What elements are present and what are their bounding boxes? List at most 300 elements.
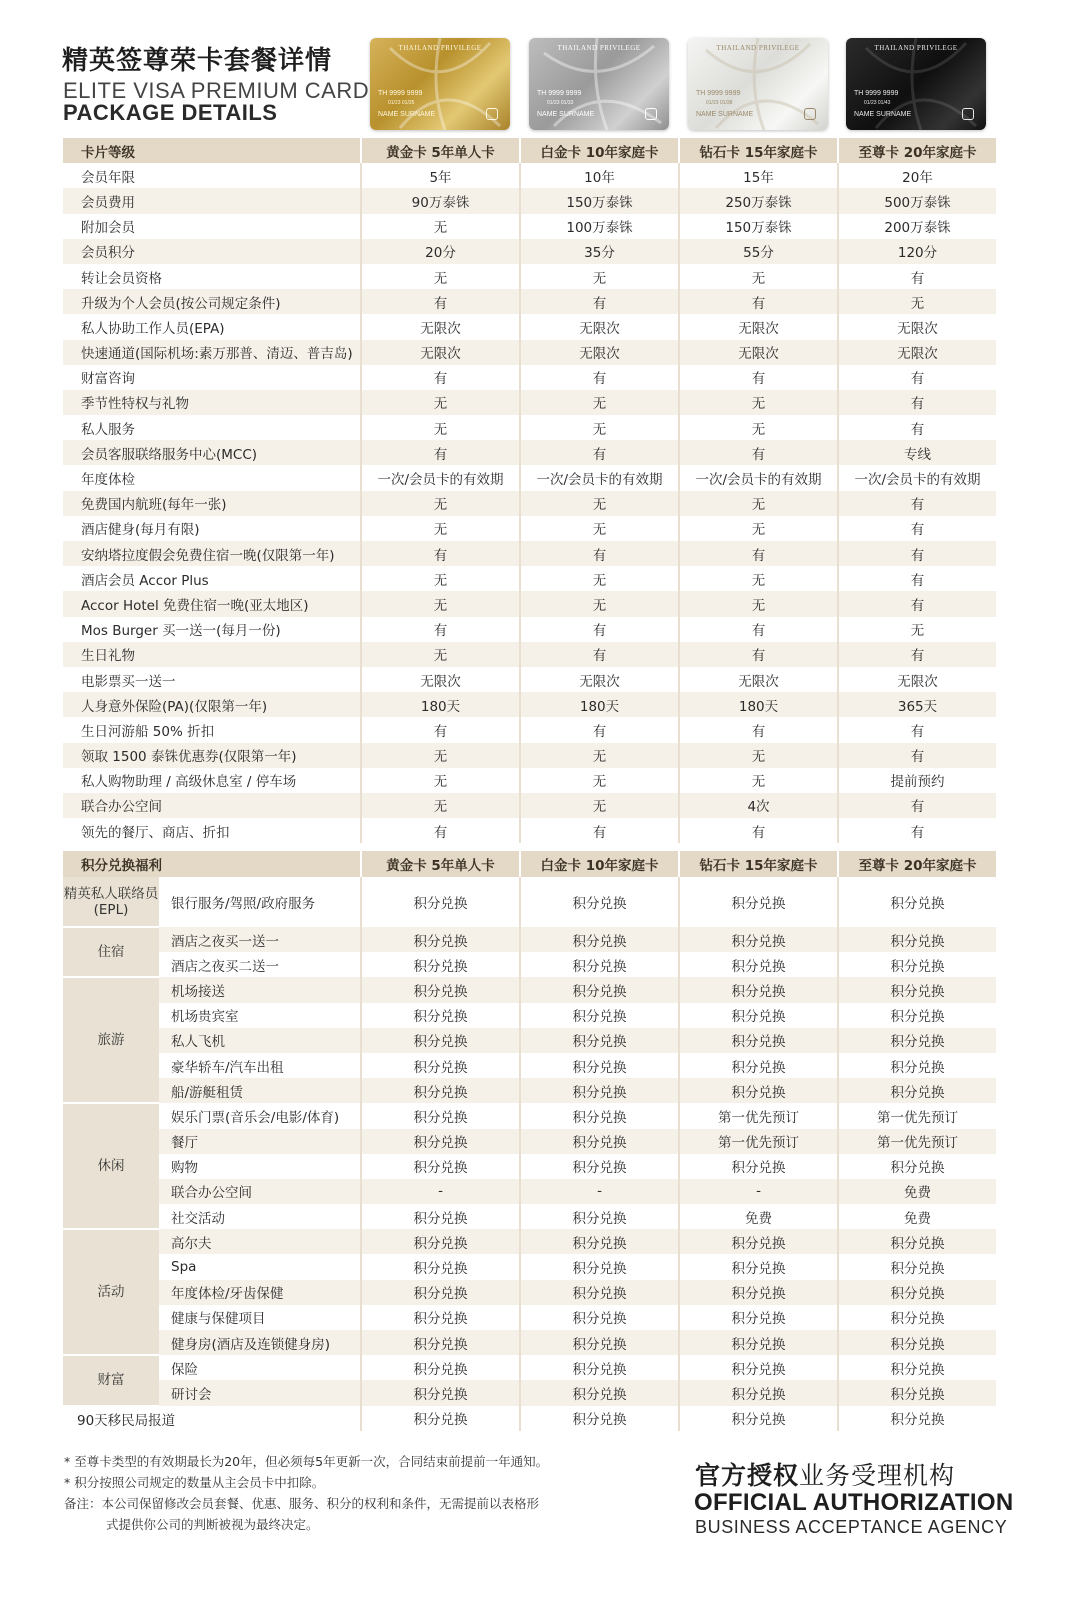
table-cell: 有 — [679, 440, 838, 465]
table-row — [63, 340, 996, 365]
row-label: 会员年限 — [81, 169, 135, 186]
table-cell: 无 — [520, 264, 679, 289]
column-header-points-benefits: 积分兑换福利 — [63, 851, 361, 877]
row-label: 领取 1500 泰铢优惠券(仅限第一年) — [63, 743, 361, 768]
card-dates: 01/23 01/38 — [706, 100, 733, 106]
item-label: 90天移民局报道 — [77, 1412, 176, 1429]
item-label: Spa — [171, 1259, 197, 1276]
table-cell: 有 — [361, 440, 520, 465]
table-cell: 积分兑换 — [361, 1355, 520, 1380]
table-cell: 积分兑换 — [361, 1003, 520, 1028]
table-cell: 积分兑换 — [838, 977, 996, 1002]
table-cell: 积分兑换 — [520, 952, 679, 977]
table-cell: 200万泰铢 — [838, 214, 996, 239]
table-cell: 无限次 — [838, 340, 996, 365]
table-row — [63, 1028, 996, 1053]
table-cell: 180天 — [520, 692, 679, 717]
platinum-card-image — [529, 38, 669, 130]
table-cell: 有 — [679, 818, 838, 843]
column-header-card-3: 钻石卡 15年家庭卡 — [679, 138, 838, 163]
table-row — [63, 591, 996, 616]
table-cell: 积分兑换 — [838, 1028, 996, 1053]
table-cell: 有 — [838, 743, 996, 768]
group-label: 精英私人联络员(EPL) — [63, 877, 159, 927]
authorization-subtitle-en: BUSINESS ACCEPTANCE AGENCY — [695, 1517, 1008, 1537]
table-cell: 积分兑换 — [361, 1254, 520, 1279]
table-cell: 积分兑换 — [520, 1355, 679, 1380]
row-label: 财富咨询 — [81, 371, 135, 388]
table-cell: 积分兑换 — [361, 1406, 520, 1431]
table-cell: - — [361, 1179, 520, 1204]
table-row — [63, 214, 996, 239]
item-label: 联合办公空间 — [159, 1179, 361, 1204]
table-cell: 10年 — [520, 163, 679, 188]
item-label: 保险 — [171, 1361, 198, 1378]
table-cell: 积分兑换 — [679, 952, 838, 977]
column-header-card-2: 白金卡 10年家庭卡 — [520, 851, 679, 877]
table-cell: 5年 — [361, 163, 520, 188]
table-row — [63, 1280, 996, 1305]
row-label: 生日礼物 — [63, 642, 361, 667]
table-cell: 积分兑换 — [838, 1078, 996, 1103]
table-cell: 有 — [520, 365, 679, 390]
card-dates: 01/23 01/43 — [864, 100, 891, 106]
table-cell: 第一优先预订 — [838, 1103, 996, 1128]
table-row — [63, 415, 996, 440]
table-cell: 积分兑换 — [838, 1406, 996, 1431]
table-cell: 积分兑换 — [838, 1229, 996, 1254]
column-header-card-3: 钻石卡 15年家庭卡 — [679, 851, 838, 877]
table-cell: 积分兑换 — [838, 1305, 996, 1330]
table-cell: 积分兑换 — [838, 1380, 996, 1405]
card-holder: NAME SURNAME — [537, 111, 595, 118]
item-label: 购物 — [171, 1160, 198, 1177]
table-cell: 100万泰铢 — [520, 214, 679, 239]
table-cell: 90万泰铢 — [361, 188, 520, 213]
item-label: 健身房(酒店及连锁健身房) — [159, 1330, 361, 1355]
table-cell: 无限次 — [361, 340, 520, 365]
table-cell: - — [520, 1179, 679, 1204]
table-cell: 积分兑换 — [679, 1154, 838, 1179]
table-cell: 一次/会员卡的有效期 — [679, 465, 838, 490]
table-cell: 有 — [838, 365, 996, 390]
item-label: 酒店之夜买一送一 — [159, 927, 361, 952]
authorization-title-bold: 官方授权 — [695, 1461, 800, 1490]
table-cell: 无 — [361, 264, 520, 289]
table-cell: 积分兑换 — [520, 1154, 679, 1179]
item-label: 健康与保健项目 — [171, 1311, 266, 1328]
group-label: 旅游 — [63, 977, 159, 1103]
row-label: 联合办公空间 — [63, 793, 361, 818]
table-cell: 有 — [838, 390, 996, 415]
card-dates: 01/23 01/25 — [388, 100, 415, 106]
item-label: 银行服务/驾照/政府服务 — [171, 896, 316, 912]
remark-line: 备注：本公司保留修改会员套餐、优惠、服务、积分的权利和条件，无需提前以表格形 — [64, 1496, 540, 1511]
table-row — [63, 491, 996, 516]
table-cell: 积分兑换 — [679, 977, 838, 1002]
table-cell: 第一优先预订 — [679, 1103, 838, 1128]
table-cell: 无限次 — [679, 667, 838, 692]
table-cell: 积分兑换 — [520, 1103, 679, 1128]
table-cell: 无限次 — [520, 314, 679, 339]
table-cell: 积分兑换 — [520, 1280, 679, 1305]
table-cell: 无 — [679, 516, 838, 541]
benefits-table — [63, 138, 996, 843]
table-cell: 120分 — [838, 239, 996, 264]
table-cell: 无 — [361, 768, 520, 793]
table-cell: 积分兑换 — [361, 1380, 520, 1405]
footnotes — [64, 1451, 548, 1535]
row-label: 会员客服联络服务中心(MCC) — [63, 440, 361, 465]
table-cell: 有 — [520, 818, 679, 843]
table-cell: 积分兑换 — [520, 927, 679, 952]
table-row — [63, 440, 996, 465]
group-label: 财富 — [63, 1355, 159, 1405]
table-cell: 有 — [679, 289, 838, 314]
table-cell: 无 — [361, 793, 520, 818]
supreme-card-image — [846, 38, 986, 130]
card-number: TH 9999 9999 — [537, 90, 582, 97]
table-cell: 有 — [679, 617, 838, 642]
card-chip-icon — [645, 108, 657, 120]
table-cell: 积分兑换 — [679, 1028, 838, 1053]
table-row — [63, 1229, 996, 1254]
table-row — [63, 1254, 996, 1279]
table-row — [63, 1154, 996, 1179]
table-cell: 积分兑换 — [361, 1103, 520, 1128]
table-cell: 有 — [838, 717, 996, 742]
table-row — [63, 1129, 996, 1154]
authorization-title-en: OFFICIAL AUTHORIZATION — [694, 1489, 1014, 1516]
table-cell: 积分兑换 — [679, 1330, 838, 1355]
table-cell: 积分兑换 — [679, 927, 838, 952]
table-cell: 有 — [838, 818, 996, 843]
table-cell: 有 — [679, 642, 838, 667]
table-cell: 积分兑换 — [679, 1053, 838, 1078]
table-row — [63, 768, 996, 793]
table-cell: 积分兑换 — [838, 877, 996, 927]
table-row — [63, 239, 996, 264]
table-cell: 积分兑换 — [679, 1305, 838, 1330]
table-cell: 积分兑换 — [838, 1254, 996, 1279]
table-cell: 无 — [361, 214, 520, 239]
item-label: 机场贵宾室 — [171, 1009, 239, 1026]
table-cell: 积分兑换 — [361, 952, 520, 977]
table-cell: 积分兑换 — [520, 977, 679, 1002]
table-cell: 积分兑换 — [361, 877, 520, 927]
table-cell: 无 — [679, 264, 838, 289]
table-row — [63, 667, 996, 692]
table-cell: 有 — [520, 717, 679, 742]
table-cell: 有 — [361, 365, 520, 390]
card-brand: THAILAND PRIVILEGE — [716, 44, 800, 52]
page-title-en-line1: ELITE VISA PREMIUM CARD — [63, 78, 370, 103]
table-cell: 有 — [838, 591, 996, 616]
table-cell: 积分兑换 — [838, 1154, 996, 1179]
table-cell: 无 — [520, 566, 679, 591]
table-cell: 积分兑换 — [520, 1305, 679, 1330]
diamond-card-image — [688, 38, 828, 130]
table-cell: 20年 — [838, 163, 996, 188]
authorization-title-rest: 业务受理机构 — [799, 1461, 956, 1490]
row-label: 生日河游船 50% 折扣 — [81, 723, 215, 740]
column-header-card-2: 白金卡 10年家庭卡 — [520, 138, 679, 163]
table-cell: 积分兑换 — [679, 1003, 838, 1028]
table-cell: 无 — [361, 491, 520, 516]
table-cell: 积分兑换 — [520, 1380, 679, 1405]
item-label: 高尔夫 — [159, 1229, 361, 1254]
table-row — [63, 1103, 996, 1128]
card-holder: NAME SURNAME — [378, 111, 436, 118]
row-label: 升级为个人会员(按公司规定条件) — [63, 289, 361, 314]
row-label: 酒店会员 Accor Plus — [81, 572, 209, 589]
table-cell: 积分兑换 — [361, 1028, 520, 1053]
row-label: 附加会员 — [81, 220, 135, 237]
table-cell: 积分兑换 — [520, 877, 679, 927]
table-cell: 365天 — [838, 692, 996, 717]
card-chip-icon — [962, 108, 974, 120]
table-row — [63, 1355, 996, 1380]
table-cell: 积分兑换 — [838, 1355, 996, 1380]
table-cell: 免费 — [838, 1179, 996, 1204]
row-label: 免费国内航班(每年一张) — [63, 491, 361, 516]
table-cell: 无 — [361, 642, 520, 667]
table-row — [63, 1305, 996, 1330]
table-cell: 250万泰铢 — [679, 188, 838, 213]
table-row — [63, 692, 996, 717]
table-cell: 有 — [520, 642, 679, 667]
table-row — [63, 1380, 996, 1405]
row-label: 会员费用 — [63, 188, 361, 213]
table-cell: 无限次 — [361, 667, 520, 692]
table-cell: 有 — [679, 365, 838, 390]
table-cell: - — [679, 1179, 838, 1204]
table-cell: 积分兑换 — [520, 1028, 679, 1053]
table-row — [63, 717, 996, 742]
points-table-header — [63, 851, 996, 877]
footnote-validity: * 至尊卡类型的有效期最长为20年，但必须每5年更新一次，合同结束前提前一年通知。 — [64, 1454, 549, 1469]
table-cell: 有 — [361, 818, 520, 843]
table-cell: 有 — [838, 642, 996, 667]
table-cell: 积分兑换 — [520, 1078, 679, 1103]
card-holder: NAME SURNAME — [854, 111, 912, 118]
points-table — [63, 851, 996, 1431]
table-row — [63, 642, 996, 667]
table-cell: 第一优先预订 — [838, 1129, 996, 1154]
table-cell: 无 — [361, 566, 520, 591]
table-cell: 积分兑换 — [838, 1003, 996, 1028]
table-cell: 20分 — [361, 239, 520, 264]
row-label: 年度体检 — [81, 472, 135, 489]
card-brand: THAILAND PRIVILEGE — [398, 44, 482, 52]
table-cell: 无 — [679, 415, 838, 440]
table-row — [63, 163, 996, 188]
table-cell: 一次/会员卡的有效期 — [361, 465, 520, 490]
table-row — [63, 365, 996, 390]
table-cell: 积分兑换 — [520, 1003, 679, 1028]
table-row — [63, 952, 996, 977]
card-chip-icon — [804, 108, 816, 120]
row-label: 转让会员资格 — [81, 270, 162, 287]
table-cell: 15年 — [679, 163, 838, 188]
table-cell: 积分兑换 — [361, 1229, 520, 1254]
table-row — [63, 1179, 996, 1204]
card-number: TH 9999 9999 — [378, 90, 423, 97]
table-cell: 无限次 — [520, 667, 679, 692]
column-header-card-4: 至尊卡 20年家庭卡 — [838, 851, 996, 877]
table-cell: 无限次 — [520, 340, 679, 365]
table-cell: 500万泰铢 — [838, 188, 996, 213]
table-cell: 无 — [361, 743, 520, 768]
item-label: 娱乐门票(音乐会/电影/体育) — [171, 1109, 340, 1126]
row-label: 私人协助工作人员(EPA) — [81, 320, 225, 337]
table-row — [63, 1078, 996, 1103]
table-cell: 无 — [520, 768, 679, 793]
table-cell: 无 — [520, 743, 679, 768]
table-cell: 无 — [361, 415, 520, 440]
table-cell: 积分兑换 — [361, 1280, 520, 1305]
remark-line-continued: 式提供你公司的判断被视为最终决定。 — [106, 1517, 319, 1532]
table-cell: 有 — [679, 541, 838, 566]
column-header-card-4: 至尊卡 20年家庭卡 — [838, 138, 996, 163]
table-cell: 无限次 — [679, 340, 838, 365]
table-cell: 积分兑换 — [838, 1053, 996, 1078]
table-cell: 积分兑换 — [838, 1280, 996, 1305]
table-cell: 有 — [520, 617, 679, 642]
row-label: 季节性特权与礼物 — [63, 390, 361, 415]
card-chip-icon — [486, 108, 498, 120]
table-cell: 无 — [520, 415, 679, 440]
table-cell: 4次 — [679, 793, 838, 818]
table-row — [63, 314, 996, 339]
table-cell: 有 — [361, 541, 520, 566]
table-row — [63, 541, 996, 566]
column-header-card-1: 黄金卡 5年单人卡 — [361, 138, 520, 163]
table-cell: 积分兑换 — [520, 1053, 679, 1078]
table-cell: 无限次 — [679, 314, 838, 339]
table-row — [63, 877, 996, 927]
table-cell: 无 — [520, 516, 679, 541]
table-cell: 无 — [679, 591, 838, 616]
table-cell: 无限次 — [361, 314, 520, 339]
table-cell: 有 — [838, 264, 996, 289]
table-row — [63, 1330, 996, 1355]
group-label: 住宿 — [63, 927, 159, 977]
table-cell: 一次/会员卡的有效期 — [520, 465, 679, 490]
column-header-card-level: 卡片等级 — [63, 138, 361, 163]
card-number: TH 9999 9999 — [696, 90, 741, 97]
table-cell: 有 — [838, 793, 996, 818]
table-row — [63, 390, 996, 415]
table-cell: 积分兑换 — [361, 1154, 520, 1179]
row-label: 人身意外保险(PA)(仅限第一年) — [63, 692, 361, 717]
table-cell: 有 — [520, 440, 679, 465]
table-cell: 无 — [520, 491, 679, 516]
table-row — [63, 793, 996, 818]
table-cell: 无 — [361, 390, 520, 415]
table-cell: 无限次 — [838, 667, 996, 692]
table-cell: 180天 — [361, 692, 520, 717]
table-cell: 积分兑换 — [838, 927, 996, 952]
table-row — [63, 188, 996, 213]
table-cell: 积分兑换 — [679, 1254, 838, 1279]
group-label: 休闲 — [63, 1103, 159, 1229]
table-cell: 专线 — [838, 440, 996, 465]
table-cell: 积分兑换 — [679, 1078, 838, 1103]
table-cell: 积分兑换 — [361, 1305, 520, 1330]
table-cell: 积分兑换 — [679, 1229, 838, 1254]
item-label: 船/游艇租赁 — [159, 1078, 361, 1103]
row-label: Accor Hotel 免费住宿一晚(亚太地区) — [63, 591, 361, 616]
table-cell: 有 — [361, 717, 520, 742]
table-cell: 55分 — [679, 239, 838, 264]
card-brand: THAILAND PRIVILEGE — [557, 44, 641, 52]
item-label: 私人飞机 — [159, 1028, 361, 1053]
row-label: 私人购物助理 / 高级休息室 / 停车场 — [81, 774, 297, 791]
table-cell: 积分兑换 — [679, 1406, 838, 1431]
table-cell: 无 — [679, 768, 838, 793]
row-label: 安纳塔拉度假会免费住宿一晚(仅限第一年) — [63, 541, 361, 566]
table-cell: 积分兑换 — [361, 1129, 520, 1154]
table-cell: 积分兑换 — [679, 1280, 838, 1305]
row-label: 私人服务 — [81, 421, 135, 438]
card-dates: 01/23 01/33 — [547, 100, 574, 106]
table-cell: 积分兑换 — [520, 1204, 679, 1229]
table-cell: 150万泰铢 — [520, 188, 679, 213]
table-row — [63, 927, 996, 952]
table-cell: 无 — [679, 743, 838, 768]
item-label: 餐厅 — [159, 1129, 361, 1154]
table-row — [63, 289, 996, 314]
table-cell: 积分兑换 — [361, 1053, 520, 1078]
row-label: 快速通道(国际机场:素万那普、清迈、普吉岛) — [63, 340, 361, 365]
table-cell: 免费 — [838, 1204, 996, 1229]
table-cell: 有 — [520, 289, 679, 314]
column-header-card-1: 黄金卡 5年单人卡 — [361, 851, 520, 877]
table-cell: 第一优先预订 — [679, 1129, 838, 1154]
table-cell: 积分兑换 — [520, 1254, 679, 1279]
table-cell: 积分兑换 — [520, 1406, 679, 1431]
row-label: Mos Burger 买一送一(每月一份) — [81, 623, 281, 640]
table-row — [63, 1406, 996, 1431]
table-cell: 积分兑换 — [679, 1355, 838, 1380]
table-cell: 无 — [679, 491, 838, 516]
table-cell: 积分兑换 — [520, 1229, 679, 1254]
table-cell: 150万泰铢 — [679, 214, 838, 239]
table-cell: 无限次 — [838, 314, 996, 339]
group-label: 活动 — [63, 1229, 159, 1355]
table-cell: 有 — [838, 415, 996, 440]
table-cell: 积分兑换 — [679, 877, 838, 927]
item-label: 机场接送 — [159, 977, 361, 1002]
table-cell: 有 — [838, 516, 996, 541]
table-cell: 积分兑换 — [361, 977, 520, 1002]
item-label: 年度体检/牙齿保健 — [159, 1280, 361, 1305]
table-cell: 积分兑换 — [361, 1330, 520, 1355]
table-cell: 有 — [838, 541, 996, 566]
table-row — [63, 465, 996, 490]
item-label: 酒店之夜买二送一 — [171, 958, 279, 975]
benefits-table-header — [63, 138, 996, 163]
table-cell: 无 — [838, 289, 996, 314]
page-header — [0, 0, 1080, 140]
row-label: 会员积分 — [63, 239, 361, 264]
item-label: 研讨会 — [159, 1380, 361, 1405]
table-cell: 35分 — [520, 239, 679, 264]
table-cell: 积分兑换 — [361, 1078, 520, 1103]
table-cell: 无 — [679, 566, 838, 591]
table-cell: 有 — [838, 566, 996, 591]
